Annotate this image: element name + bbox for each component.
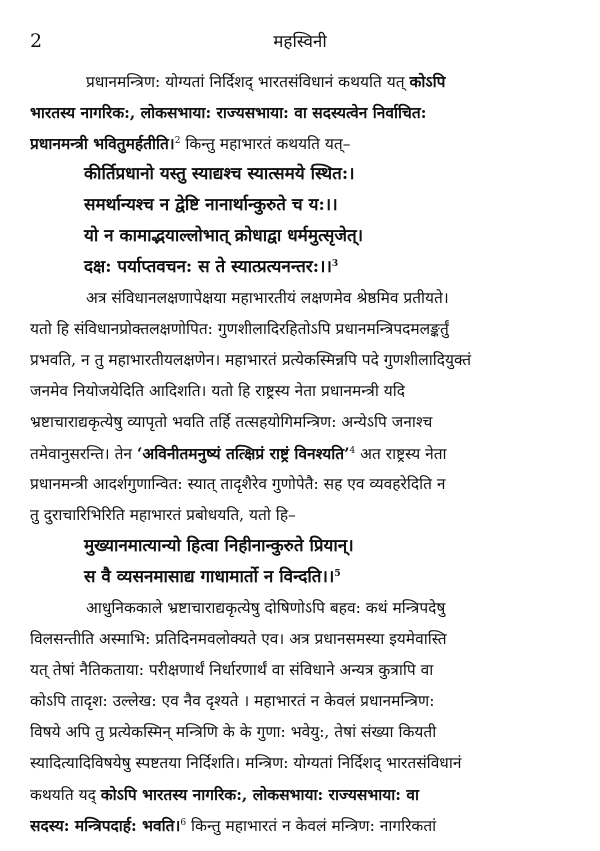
footnote-ref: 2 [174,136,181,146]
text-line [30,810,570,841]
text-line [30,500,570,531]
text-line [30,314,570,345]
text-segment: भ्रष्टाचाराद्यकृत्येषु व्यापृतो भवति तर्हि तत्सहयोगिमन्त्रिण: अन्येऽपि जनाश्च [30,413,433,431]
text-segment: तमेवानुसरन्ति। तेन [30,445,137,463]
text-segment: विषये अपि तु प्रत्येकस्मिन् मन्त्रिणि के के गुणा: भवेयु:, तेषां संख्या कियती [30,723,437,741]
verse-line [30,562,570,593]
text-line [30,407,570,438]
footnote-ref: 6 [180,818,187,828]
text-line [30,717,570,748]
bold-text: कोऽपि भारतस्य नागरिक:, लोकसभाया: राज्यसभाया: वा [100,785,420,804]
text-segment: मुख्यानमात्यान्यो हित्वा निहीनान्कुरुते प्रियान्। [84,536,354,556]
verse-line [30,221,570,252]
text-line [30,345,570,376]
text-line [30,66,570,97]
text-segment: यो न कामाद्भयाल्लोभात् क्रोधाद्वा धर्ममुत्सृजेत्। [84,226,364,246]
text-segment: प्रधानमन्त्री आदर्शगुणान्वित: स्यात् तादृशैरेव गुणोपेतै: सह एव व्यवहरेदिति न [30,475,446,493]
footnote-ref: 5 [334,569,341,579]
verse-line [30,159,570,190]
text-line [30,438,570,469]
text-line [30,128,570,159]
verse-line [30,190,570,221]
text-line [30,593,570,624]
page-number: 2 [30,30,43,52]
text-segment: कथयति यद् [30,786,101,804]
text-segment: कोऽपि तादृश: उल्लेख: एव नैव दृश्यते । महाभारतं न केवलं प्रधानमन्त्रिण: [30,692,435,710]
text-line [30,283,570,314]
text-line [30,376,570,407]
text-segment: दक्ष: पर्याप्तवचन: स ते स्यात्प्रत्यनन्तर:।। [84,257,332,277]
verse-line [30,531,570,562]
footnote-ref: 4 [349,446,356,456]
text-segment: तु दुराचारिभिरिति महाभारतं प्रबोधयति, यतो हि– [30,506,296,524]
text-line [30,97,570,128]
text-segment: यत् तेषां नैतिकताया: परीक्षणार्थं निर्धारणार्थं वा संविधाने अन्यत्र कुत्रापि वा [30,661,434,679]
bold-text: सदस्य: मन्त्रिपदार्ह: भवति। [30,816,181,835]
page-body [30,66,570,841]
footnote-ref: 3 [331,259,339,269]
text-line [30,686,570,717]
text-line [30,748,570,779]
bold-text: ‘अविनीतमनुष्यं तत्क्षिप्रं राष्ट्रं विनश्यति’ [136,444,350,463]
text-segment: कीर्तिप्रधानो यस्तु स्याद्यश्च स्यात्समये स्थित:। [84,164,355,184]
text-segment: अत्र संविधानलक्षणापेक्षया महाभारतीयं लक्षणमेव श्रेष्ठमिव प्रतीयते। [86,289,449,307]
text-segment: आधुनिककाले भ्रष्टाचाराद्यकृत्येषु दोषिणोऽपि बहव: कथं मन्त्रिपदेषु [86,599,446,617]
text-segment: विलसन्तीति अस्माभि: प्रतिदिनमवलोक्यते एव। अत्र प्रधानसमस्या इयमेवास्ति [30,630,447,648]
text-segment: स वै व्यसनमासाद्य गाधामार्तो न विन्दति।। [84,567,335,587]
text-segment: प्रधानमन्त्रिण: योग्यतां निर्दिशद् भारतसंविधानं कथयति यत् [86,73,410,91]
text-line [30,779,570,810]
text-segment: समर्थान्यश्च न द्वेष्टि नानार्थान्कुरुते च य:।। [84,195,338,215]
text-segment: किन्तु महाभारतं न केवलं मन्त्रिण: नागरिकतां [186,817,437,835]
running-title: महस्विनी [273,32,327,52]
verse-line [30,252,570,283]
text-segment: यतो हि संविधानप्रोक्तलक्षणोपित: गुणशीलादिरहितोऽपि प्रधानमन्त्रिपदमलङ्कर्तुं [30,320,449,338]
text-segment: अत राष्ट्रस्य नेता [355,445,447,463]
bold-text: भारतस्य नागरिक:, लोकसभाया: राज्यसभाया: वा सदस्यत्वेन निर्वाचित: [30,103,427,122]
bold-text: प्रधानमन्त्री भवितुमर्हतीति। [30,134,175,153]
text-segment: प्रभवति, न तु महाभारतीयलक्षणेन। महाभारतं प्रत्येकस्मिन्नपि पदे गुणशीलादियुक्तं [30,351,472,369]
text-line [30,624,570,655]
text-segment: जनमेव नियोजयेदिति आदिशति। यतो हि राष्ट्रस्य नेता प्रधानमन्त्री यदि [30,382,406,400]
text-line [30,469,570,500]
text-line [30,655,570,686]
text-segment: किन्तु महाभारतं कथयति यत्– [180,135,351,153]
bold-text: कोऽपि [409,72,446,91]
text-segment: स्यादित्यादिविषयेषु स्पष्टतया निर्दिशति। मन्त्रिण: योग्यतां निर्दिशद् भारतसंविधानं [30,754,462,772]
